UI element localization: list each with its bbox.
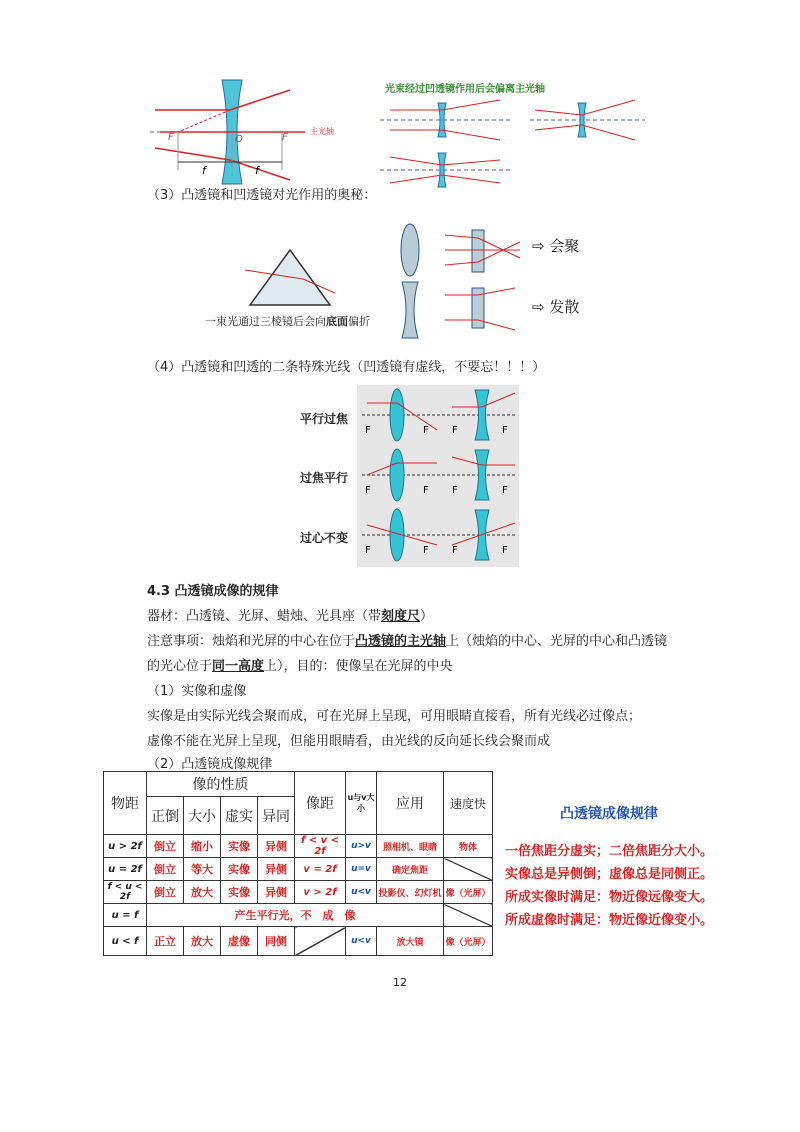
optical-center-label: O	[235, 134, 243, 145]
header-image-nature: 像的性质	[147, 772, 295, 797]
header-speed: 速度快	[444, 772, 493, 835]
note-line: 注意事项：烛焰和光屏的中心在位于凸透镜的主光轴上（烛焰的中心、光屏的中心和凸透镜	[147, 634, 668, 649]
svg-text:F: F	[452, 425, 458, 436]
svg-text:F: F	[365, 545, 371, 556]
focus-right-label: F	[282, 132, 288, 143]
svg-text:F: F	[502, 485, 508, 496]
table-row: u > 2f 倒立 缩小 实像 异侧 f < v < 2f u>v 照相机、眼睛 物体	[104, 835, 493, 858]
summary-line-4: 所成虚像时满足：物近像近像变小。	[505, 913, 714, 928]
subheader-size: 大小	[184, 797, 221, 835]
svg-text:F: F	[502, 545, 508, 556]
table-row: u = 2f 倒立 等大 实像 异侧 v = 2f u=v 确定焦距	[104, 858, 493, 881]
summary-line-2: 实像总是异侧倒；虚像总是同侧正。	[505, 867, 714, 882]
real-image-text: 实像是由实际光线会聚而成，可在光屏上呈现，可用眼睛直接看，所有光线必过像点；	[147, 709, 642, 724]
svg-text:F: F	[365, 425, 371, 436]
svg-text:F: F	[365, 485, 371, 496]
table-row: f < u < 2f 倒立 放大 实像 异侧 v > 2f u<v 投影仪、幻灯机 像（光屏）	[104, 881, 493, 904]
table-row: u = f 产生平行光，不 成 像	[104, 904, 493, 927]
section3-heading: （3）凸透镜和凹透镜对光作用的奥秘：	[147, 188, 377, 203]
section43-title: 4.3 凸透镜成像的规律	[147, 584, 279, 599]
imaging-rules-table	[103, 771, 493, 956]
row-label-parallel: 平行过焦	[300, 412, 349, 426]
row-label-center: 过心不变	[300, 531, 349, 545]
summary-line-1: 一倍焦距分虚实；二倍焦距分大小。	[505, 844, 714, 859]
equipment-line: 器材：凸透镜、光屏、蜡烛、光具座（带刻度尺）	[147, 609, 434, 624]
diverge-title: 光束经过凹透镜作用后会偏离主光轴	[385, 84, 545, 95]
svg-text:F: F	[452, 485, 458, 496]
focal-length-left: f	[202, 164, 206, 177]
diverge-label: ⇨ 发散	[532, 298, 580, 316]
row-label-focus: 过焦平行	[300, 471, 349, 485]
subheader-upright: 正倒	[147, 797, 184, 835]
concave-lens-diagram	[140, 70, 380, 185]
special-rays-diagram	[357, 385, 519, 567]
subheader-side: 异同	[258, 797, 295, 835]
page-number: 12	[393, 976, 407, 989]
main-axis-label: 主光轴	[310, 127, 334, 136]
prism-diagram	[245, 245, 335, 310]
svg-text:F: F	[423, 545, 429, 556]
header-image-distance: 像距	[295, 772, 346, 835]
subheader-real: 虚实	[221, 797, 258, 835]
converge-label: ⇨ 会聚	[532, 237, 580, 255]
summary-title: 凸透镜成像规律	[560, 806, 658, 822]
summary-line-3: 所成实像时满足：物近像远像变大。	[505, 890, 714, 905]
prism-caption: 一束光通过三棱镜后会向底面偏折	[205, 315, 370, 328]
focus-left-label: F	[168, 132, 174, 143]
header-application: 应用	[377, 772, 444, 835]
virtual-image-text: 虚像不能在光屏上呈现，但能用眼睛看，由光线的反向延长线会聚而成	[147, 734, 551, 749]
focal-length-right: f	[255, 164, 259, 177]
lens-behavior-diagram	[380, 220, 530, 340]
note-line-2: 的光心位于同一高度上），目的：使像呈在光屏的中央	[147, 659, 453, 674]
diverge-diagrams	[380, 95, 650, 195]
svg-text:F: F	[452, 545, 458, 556]
header-object-distance: 物距	[104, 772, 147, 835]
sub1-heading: （1）实像和虚像	[147, 684, 247, 699]
svg-text:F: F	[423, 425, 429, 436]
header-u-vs-v: u与v大小	[346, 772, 377, 835]
sub2-heading: （2）凸透镜成像规律	[147, 757, 273, 772]
svg-text:F: F	[502, 425, 508, 436]
section4-heading: （4）凸透镜和凹透的二条特殊光线（凹透镜有虚线，不要忘！！！）	[147, 360, 546, 375]
svg-text:F: F	[423, 485, 429, 496]
table-row: u < f 正立 放大 虚像 同侧 u<v 放大镜 像（光屏）	[104, 927, 493, 956]
